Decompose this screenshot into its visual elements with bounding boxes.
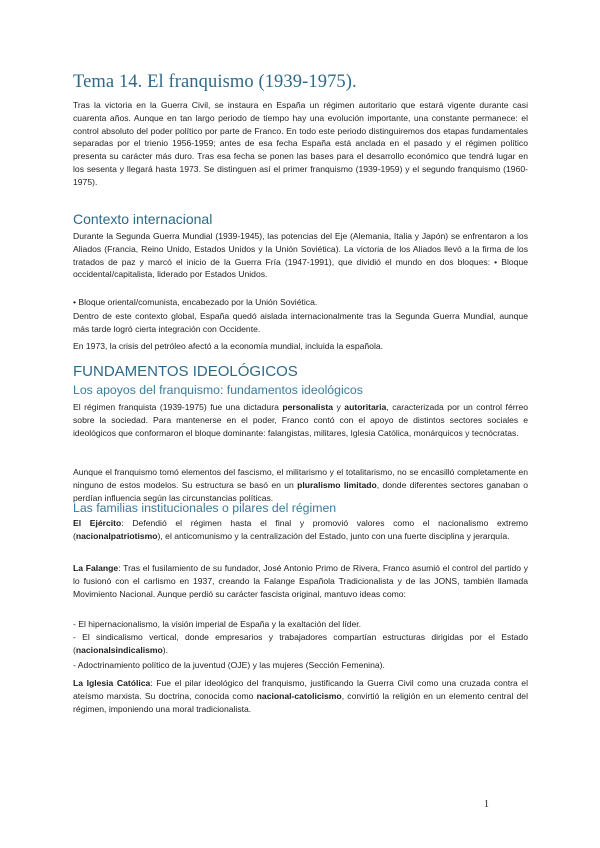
ejercito-paragraph: El Ejército: Defendió el régimen hasta el final y promovió valores como el nacionalismo extremo (nacionalpatriotismo), el anticomunismo y la centralización del Estado, junto con una fuerte disciplina y jerarquía. (73, 518, 528, 541)
contexto-paragraph-2: Dentro de este contexto global, España quedó aislada internacionalmente tras la Segunda Guerra Mundial, aunque más tarde logró cierta integración con Occidente. (73, 311, 528, 334)
page-title: Tema 14. El franquismo (1939-1975). (73, 72, 357, 92)
apoyos-paragraph-2: Aunque el franquismo tomó elementos del fascismo, el militarismo y el totalitarismo, no se encasilló completamente en ninguno de estos modelos. Su estructura se basó en un pluralismo limitado, donde diferentes sectores ganaban o perdían influencia según las circunstancias políticas. (73, 467, 528, 503)
contexto-heading: Contexto internacional (73, 211, 213, 227)
contexto-paragraph-1: Durante la Segunda Guerra Mundial (1939-1945), las potencias del Eje (Alemania, Italia y Japón) se enfrentaron a los Aliados (Francia, Reino Unido, Estados Unidos y la Unión Soviética). La victoria de los Aliados llevó a la firma de los tratados de paz y marcó el inicio de la Guerra Fría (1947-1991), que dividió el mundo en dos bloques: • Bloque occidental/capitalista, liderado por Estados Unidos. (73, 231, 528, 280)
familias-heading: Las familias institucionales o pilares del régimen (73, 501, 337, 515)
contexto-paragraph-3: En 1973, la crisis del petróleo afectó a la economía mundial, incluida la española. (73, 341, 384, 351)
apoyos-paragraph-1: El régimen franquista (1939-1975) fue una dictadura personalista y autoritaria, caracterizada por un control férreo sobre la sociedad. Para mantenerse en el poder, Franco contó con el apoyo de distintos sectores sociales e ideológicos que conformaron el bloque dominante: falangistas, militares, Iglesia Católica, monárquicos y tecnócratas. (73, 402, 529, 438)
contexto-bullet: • Bloque oriental/comunista, encabezado por la Unión Soviética. (73, 297, 318, 307)
iglesia-paragraph: La Iglesia Católica: Fue el pilar ideológico del franquismo, justificando la Guerra Civil como una cruzada contra el ateísmo marxista. Su doctrina, conocida como nacional-catolicismo, convirtió la religión en un elemento central del régimen, imponiendo una moral tradicionalista. (73, 678, 529, 714)
falange-paragraph: La Falange: Tras el fusilamiento de su fundador, José Antonio Primo de Rivera, Franco asumió el control del partido y lo fusionó con el carlismo en 1937, creando la Falange Española Tradicionalista y de las JONS, también llamada Movimiento Nacional. Aunque perdió su carácter fascista original, mantuvo ideas como: (73, 563, 529, 599)
falange-item-2: - El sindicalismo vertical, donde empresarios y trabajadores compartían estructuras dirigidas por el Estado (nacionalsindicalismo). (73, 632, 528, 655)
fundamentos-heading: FUNDAMENTOS IDEOLÓGICOS (73, 363, 298, 380)
falange-item-1: - El hipernacionalismo, la visión imperial de España y la exaltación del líder. (73, 619, 362, 629)
falange-item-3: - Adoctrinamiento político de la juventud (OJE) y las mujeres (Sección Femenina). (73, 660, 385, 670)
apoyos-heading: Los apoyos del franquismo: fundamentos ideológicos (73, 383, 363, 397)
page-number: 1 (484, 799, 489, 810)
intro-paragraph: Tras la victoria en la Guerra Civil, se instaura en España un régimen autoritario que estará vigente durante casi cuarenta años. Aunque en tan largo periodo de tiempo hay una evolución importante, una constante permanece: el control absoluto del poder político por parte de Franco. En todo este periodo distinguiremos dos etapas fundamentales separadas por el trienio 1956-1959; antes de esa fecha España está anclada en el pasado y el régimen político presenta su carácter más duro. Tras esa fecha se ponen las bases para el desarrollo económico que tendrá lugar en los sesenta y llegará hasta 1973. Se distinguen así el primer franquismo (1939-1959) y el segundo franquismo (1960-1975). (73, 100, 528, 187)
